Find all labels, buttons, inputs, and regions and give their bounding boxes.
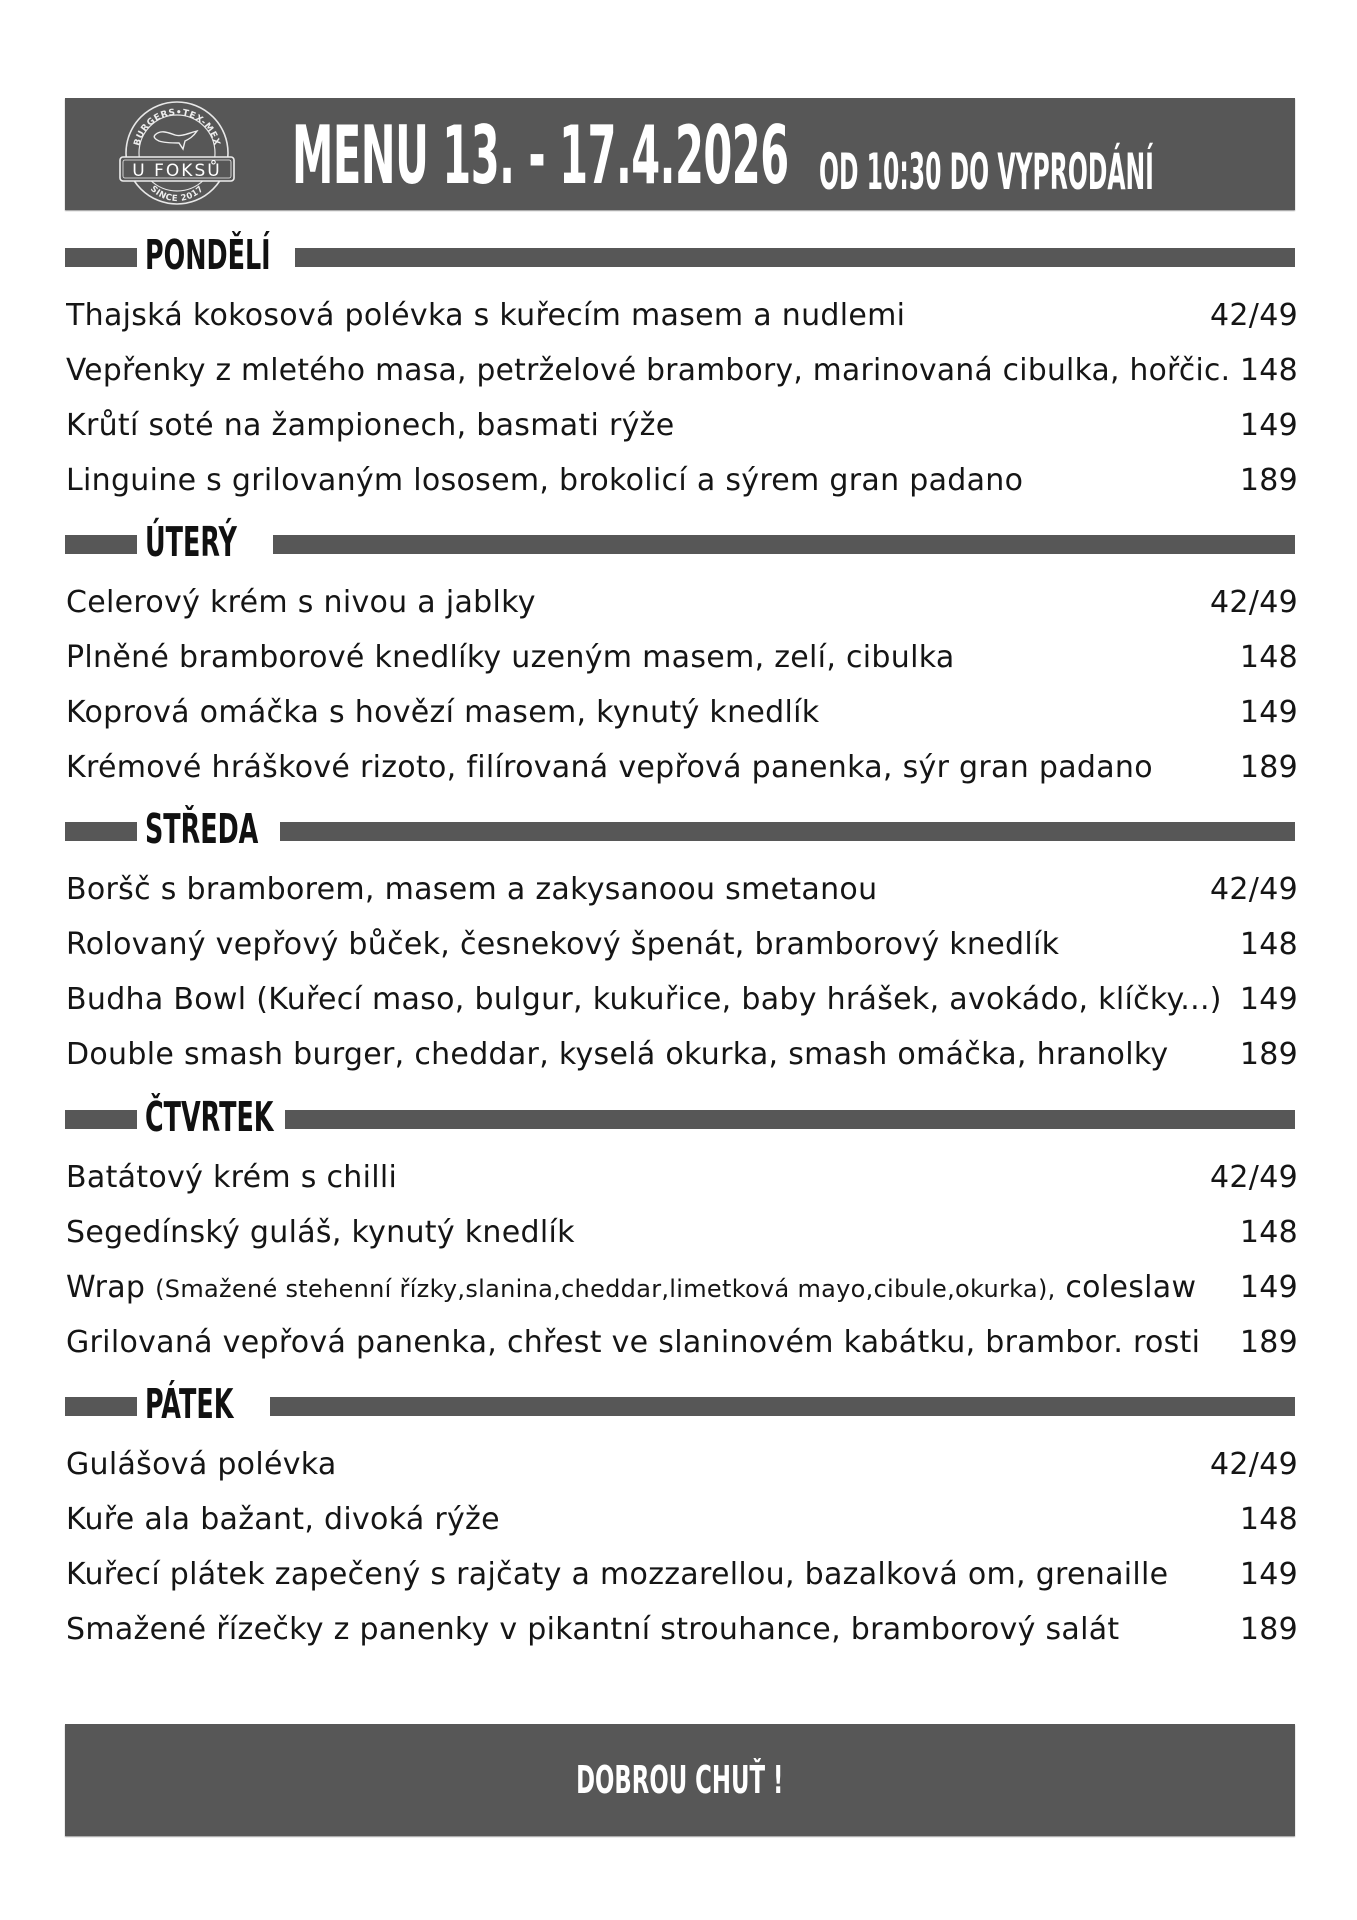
menu-item-text: Budha Bowl (Kuřecí maso, bulgur, kukuřice, baby hrášek, avokádo, klíčky...) [66,981,1222,1017]
menu-item-text: Kuře ala bažant, divoká rýže [66,1501,500,1537]
menu-item-name [66,640,1236,675]
menu-item-price: 148 [1239,352,1298,388]
menu-item-price: 148 [1239,639,1298,675]
menu-item-name [66,353,1236,388]
menu-item-price: 149 [1239,1556,1298,1592]
footer-banner [65,1724,1295,1836]
menu-item [66,1605,1298,1653]
fox-icon [154,131,197,149]
footer-text: DOBROU CHUŤ ! [576,1758,784,1802]
menu-item [66,920,1298,968]
menu-item-name [66,1215,1236,1250]
menu-item [66,743,1298,791]
menu-item-name-part: coleslaw [1055,1269,1197,1305]
menu-item-name [66,927,1236,962]
menu-item-name [66,1612,1236,1647]
logo-bottom-text: SINCE 2017 [148,184,206,205]
svg-text:BURGERS•TEX-MEX [133,108,222,147]
menu-item-text: Batátový krém s chilli [66,1159,398,1195]
logo-name: U FOKSŮ [132,161,222,181]
menu-item-price: 42/49 [1210,1446,1298,1482]
menu-item-price: 148 [1239,1501,1298,1537]
menu-item [66,1440,1298,1488]
menu-item-name [66,1270,1236,1305]
menu-item [66,1495,1298,1543]
menu-item-text: Rolovaný vepřový bůček, česnekový špenát, bramborový knedlík [66,926,1060,962]
day-heading [65,518,1295,566]
menu-item-text: Plněné bramborové knedlíky uzeným masem, zelí, cibulka [66,639,955,675]
menu-item-text: Grilovaná vepřová panenka, chřest ve slaninovém kabátku, brambor. rosti [66,1324,1201,1360]
menu-item-text: Kuřecí plátek zapečený s rajčaty a mozzarellou, bazalková om, grenaille [66,1556,1169,1592]
menu-item [66,1550,1298,1598]
menu-item-name [66,695,1236,730]
menu-item [66,1030,1298,1078]
menu-item-name [66,1037,1236,1072]
menu-item [66,578,1298,626]
menu-item-name [66,408,1236,443]
menu-item-price: 149 [1239,407,1298,443]
menu-item-name [66,298,1206,333]
menu-item-text: Double smash burger, cheddar, kyselá okurka, smash omáčka, hranolky [66,1036,1169,1072]
svg-text:SINCE 2017 [148,184,206,204]
menu-item-price: 148 [1239,1214,1298,1250]
menu-item-price: 149 [1239,981,1298,1017]
day-heading [65,805,1295,853]
menu-item-price: 42/49 [1210,871,1298,907]
menu-item-text: Thajská kokosová polévka s kuřecím masem a nudlemi [66,297,906,333]
menu-item [66,633,1298,681]
menu-item-name [66,1557,1236,1592]
menu-item-name [66,982,1236,1017]
header-banner [65,98,1295,210]
menu-item-name-part: (Smažené stehenní řízky,slanina,cheddar,limetková mayo,cibule,okurka), [155,1274,1056,1303]
menu-item-price: 42/49 [1210,1159,1298,1195]
menu-item-text: Linguine s grilovaným lososem, brokolicí a sýrem gran padano [66,462,1024,498]
menu-item-price: 149 [1239,694,1298,730]
menu-item-name [66,750,1236,785]
day-heading [65,1380,1295,1428]
menu-item-name [66,463,1236,498]
menu-item [66,1263,1298,1311]
menu-item-price: 42/49 [1210,584,1298,620]
heading-bar-right [273,535,1295,554]
menu-item-text: Smažené řízečky z panenky v pikantní strouhance, bramborový salát [66,1611,1120,1647]
heading-bar-left [65,1110,137,1129]
menu-item-text: Segedínský guláš, kynutý knedlík [66,1214,575,1250]
menu-item-name-part: Wrap [66,1269,156,1305]
heading-bar-right [270,1397,1295,1416]
day-label: STŘEDA [145,805,259,853]
menu-item-price: 189 [1239,1611,1298,1647]
menu-item [66,1153,1298,1201]
menu-item-text: Gulášová polévka [66,1446,337,1482]
page-title: MENU 13. - 17.4.2026 [292,109,789,202]
heading-bar-left [65,1397,137,1416]
day-heading [65,231,1295,279]
menu-item [66,456,1298,504]
menu-item-name [66,872,1206,907]
logo-top-text: BURGERS•TEX-MEX [132,107,222,148]
day-heading [65,1093,1295,1141]
day-label: PÁTEK [145,1380,234,1428]
heading-bar-right [285,1110,1295,1129]
heading-bar-left [65,822,137,841]
page-subtitle: OD 10:30 DO VYPRODÁNÍ [819,143,1154,201]
heading-bar-right [280,822,1295,841]
heading-bar-left [65,535,137,554]
heading-bar-right [295,248,1295,267]
menu-item-price: 189 [1239,1324,1298,1360]
menu-item [66,865,1298,913]
menu-item-text: Krůtí soté na žampionech, basmati rýže [66,407,675,443]
menu-item [66,1318,1298,1366]
menu-item-name [66,1325,1236,1360]
menu-item-text: Koprová omáčka s hovězí masem, kynutý knedlík [66,694,820,730]
day-label: PONDĚLÍ [145,231,271,279]
menu-item-price: 189 [1239,1036,1298,1072]
heading-bar-left [65,248,137,267]
menu-item-name [66,1502,1236,1537]
menu-item [66,1208,1298,1256]
menu-item-text: Krémové hráškové rizoto, filírovaná vepřová panenka, sýr gran padano [66,749,1153,785]
day-label: ÚTERÝ [145,518,237,566]
menu-item [66,688,1298,736]
menu-item-price: 42/49 [1210,297,1298,333]
menu-item-price: 148 [1239,926,1298,962]
menu-item [66,975,1298,1023]
menu-item-price: 189 [1239,749,1298,785]
day-label: ČTVRTEK [145,1093,274,1141]
menu-item-price: 189 [1239,462,1298,498]
menu-item-text: Boršč s bramborem, masem a zakysanoou smetanou [66,871,878,907]
menu-item-text: Celerový krém s nivou a jablky [66,584,536,620]
menu-item-name [66,1160,1206,1195]
menu-item-name [66,585,1206,620]
menu-item [66,291,1298,339]
u-foksu-logo [117,99,237,207]
menu-item-price: 149 [1239,1269,1298,1305]
menu-item-name [66,1447,1206,1482]
menu-item [66,401,1298,449]
menu-item-text: Vepřenky z mletého masa, petrželové brambory, marinovaná cibulka, hořčic. [66,352,1231,388]
menu-item [66,346,1298,394]
